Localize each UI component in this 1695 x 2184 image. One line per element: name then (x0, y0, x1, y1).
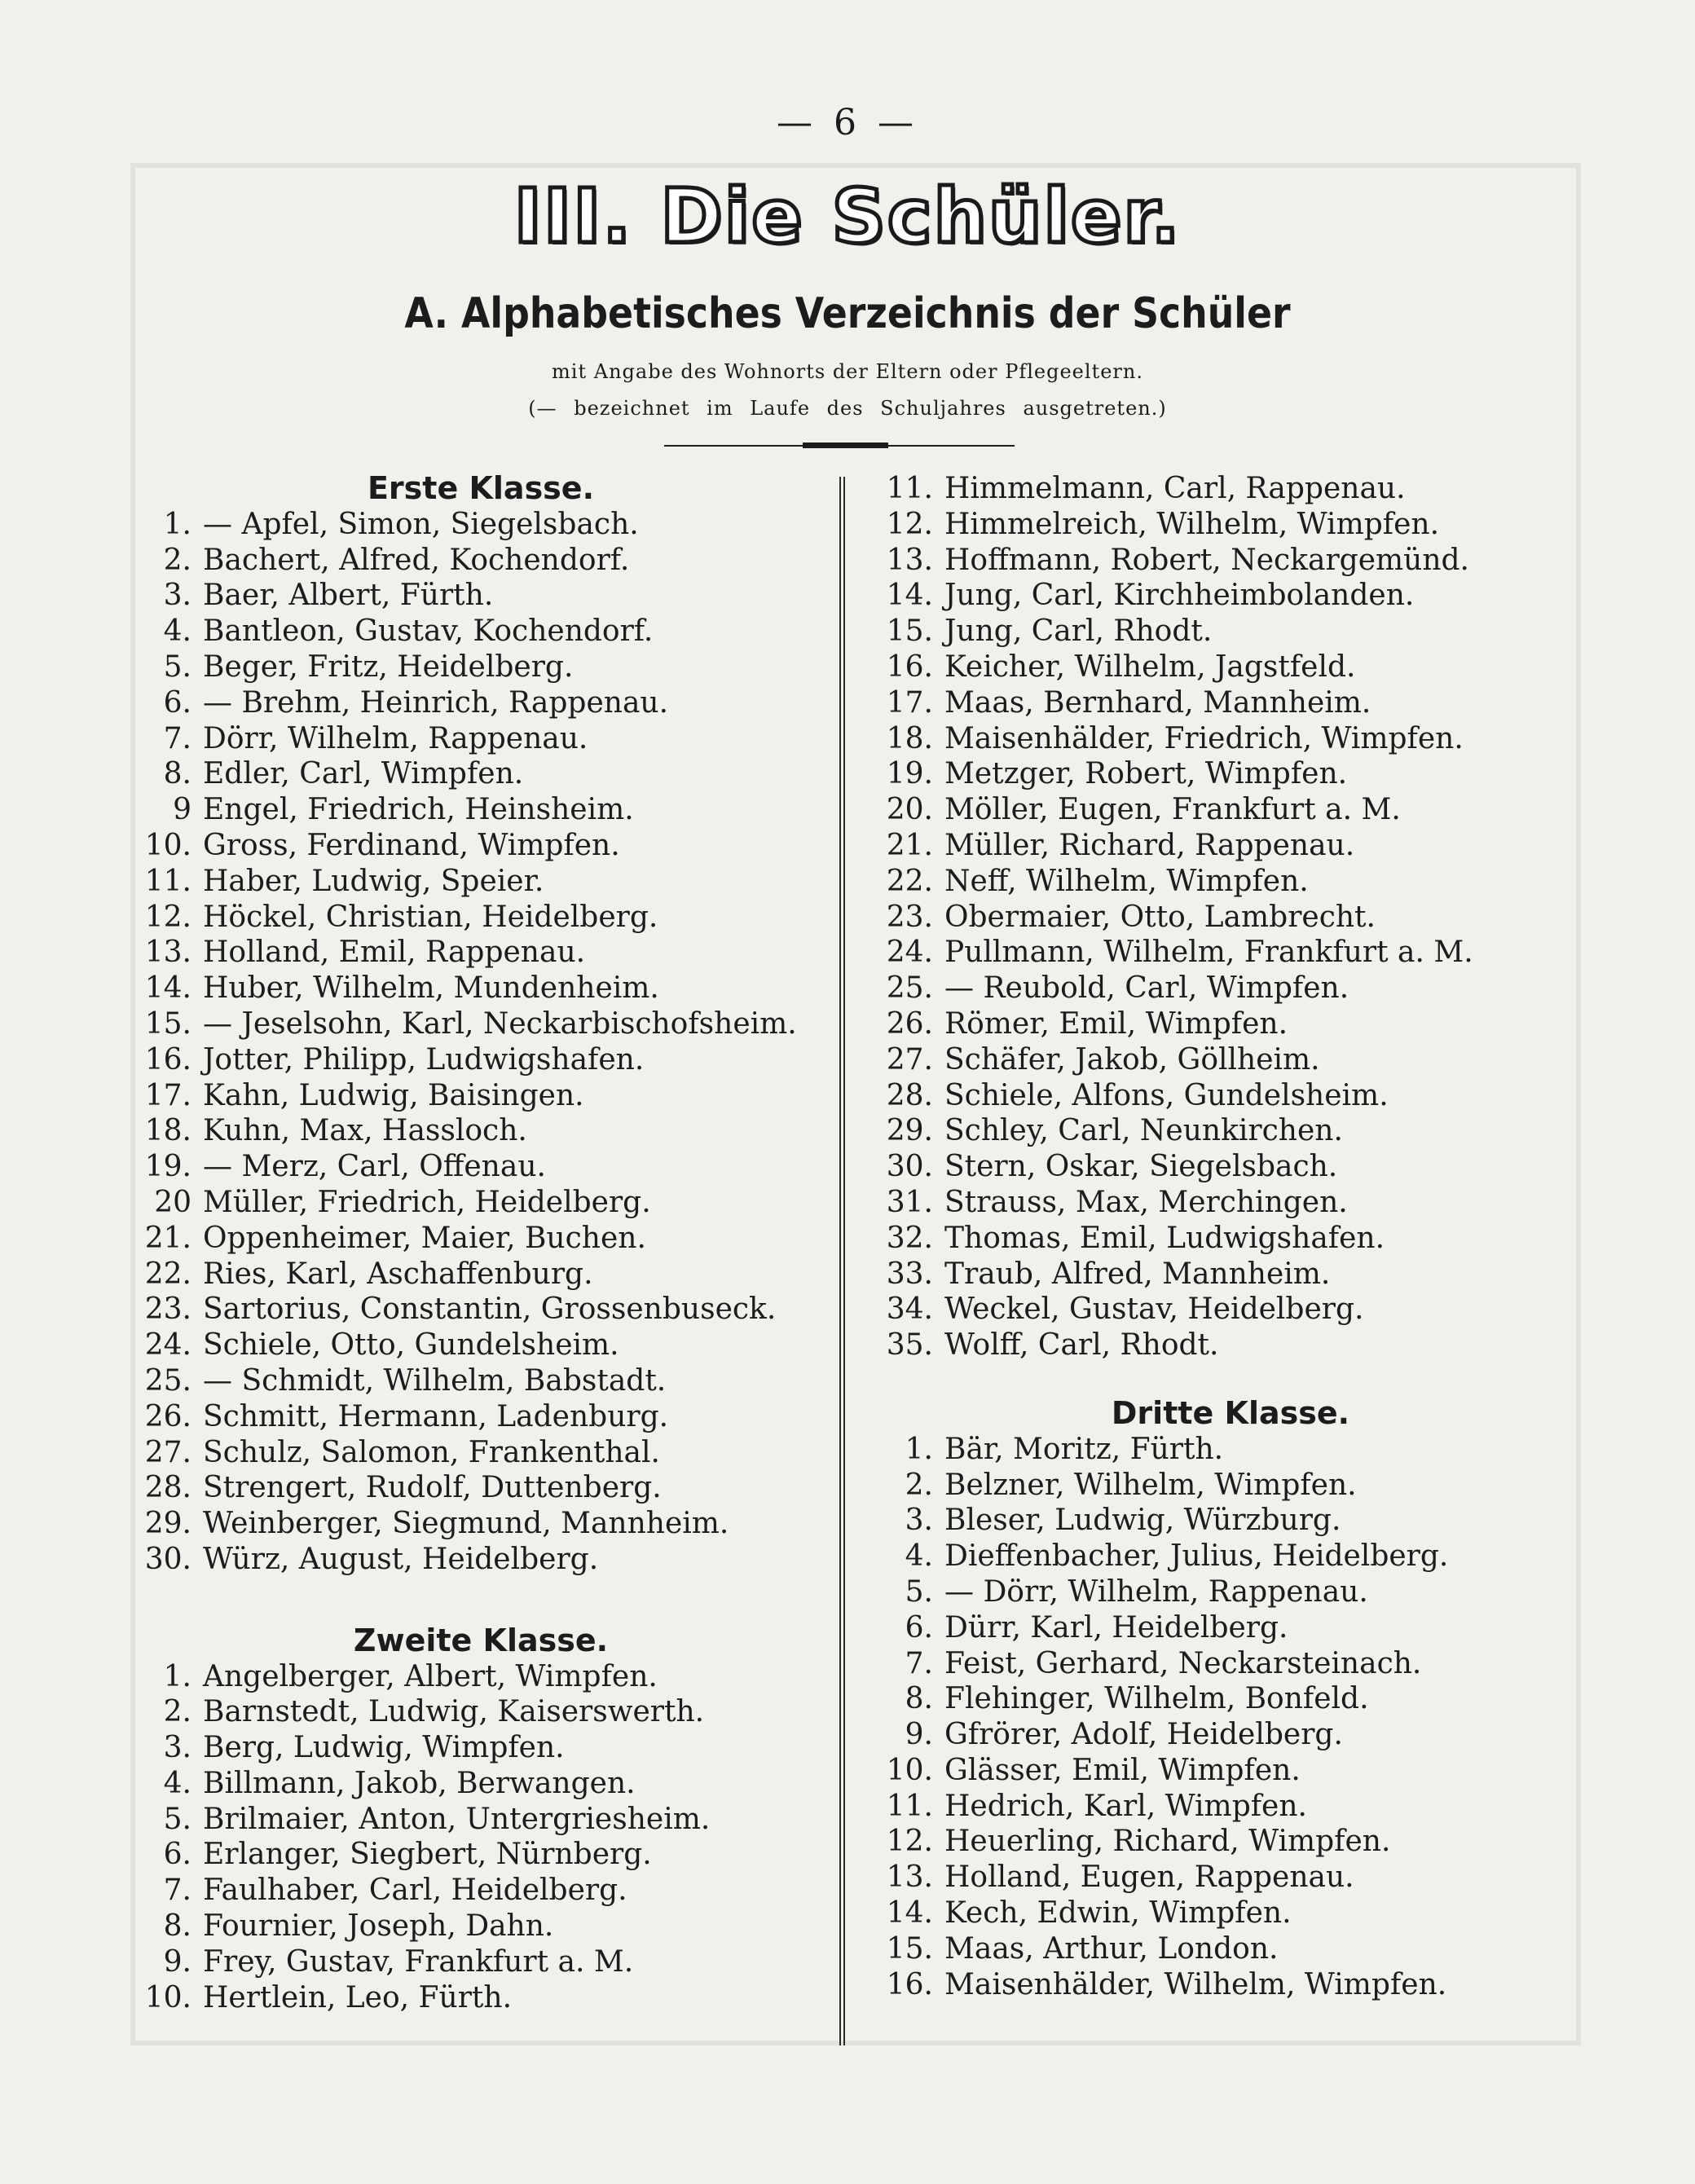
student-row (884, 543, 1577, 579)
student-row (143, 792, 819, 828)
student-number: 17. (886, 685, 933, 720)
student-row (143, 1694, 819, 1730)
student-number: 13. (144, 936, 192, 970)
student-entry: Schley, Carl, Neunkirchen. (944, 1114, 1343, 1148)
student-number: 10. (886, 1753, 933, 1787)
student-number: 21. (144, 1221, 192, 1255)
student-row (884, 1432, 1577, 1468)
student-entry: Maisenhälder, Friedrich, Wimpfen. (944, 721, 1464, 755)
student-row (884, 1931, 1577, 1967)
left-column (143, 471, 819, 2015)
student-number: 1. (905, 1432, 933, 1466)
column-divider (839, 477, 845, 2045)
zweite-klasse-list-part2 (884, 471, 1577, 1363)
student-row (884, 1824, 1577, 1860)
student-row (884, 1860, 1577, 1896)
student-number: 19. (144, 1150, 192, 1184)
student-entry: Bachert, Alfred, Kochendorf. (203, 543, 630, 577)
student-number: 9. (905, 1718, 933, 1752)
student-row (884, 1967, 1577, 2003)
student-number: 27. (886, 1042, 933, 1077)
student-number: 1. (163, 1659, 192, 1693)
student-number: 35. (886, 1328, 933, 1363)
right-column (884, 471, 1577, 2002)
student-number: 20 (154, 1185, 192, 1219)
student-row (143, 1363, 819, 1399)
student-number: 2. (905, 1468, 933, 1502)
student-row (143, 1221, 819, 1257)
student-row (143, 1542, 819, 1578)
student-number: 3. (163, 1731, 192, 1765)
student-entry: Keicher, Wilhelm, Jagstfeld. (944, 649, 1356, 684)
student-entry: Haber, Ludwig, Speier. (203, 864, 544, 898)
student-row (143, 1506, 819, 1542)
student-number: 14. (144, 971, 192, 1006)
student-row (884, 471, 1577, 507)
student-entry: Jotter, Philipp, Ludwigshafen. (203, 1042, 645, 1077)
student-entry: Metzger, Robert, Wimpfen. (944, 757, 1348, 791)
student-number: 32. (886, 1221, 933, 1255)
student-entry: Gross, Ferdinand, Wimpfen. (203, 828, 620, 862)
student-number: 22. (886, 864, 933, 898)
student-row (884, 1717, 1577, 1753)
note-line-2: (— bezeichnet im Laufe des Schuljahres ausgetreten.) (528, 397, 1167, 420)
student-number: 2. (163, 1695, 192, 1729)
student-row (143, 507, 819, 543)
student-row (143, 649, 819, 685)
student-entry: Stern, Oskar, Siegelsbach. (944, 1150, 1338, 1184)
student-entry: Bantleon, Gustav, Kochendorf. (203, 614, 654, 649)
student-entry: Jung, Carl, Rhodt. (944, 614, 1213, 649)
student-number: 24. (886, 936, 933, 970)
student-row (884, 1753, 1577, 1789)
student-entry: Weinberger, Siegmund, Mannheim. (203, 1507, 729, 1541)
student-entry: Dürr, Karl, Heidelberg. (944, 1610, 1288, 1645)
erste-klasse-heading: Erste Klasse. (367, 470, 595, 506)
student-entry: — Reubold, Carl, Wimpfen. (944, 971, 1349, 1006)
student-row (884, 685, 1577, 721)
student-number: 15. (886, 1931, 933, 1966)
student-entry: Fournier, Joseph, Dahn. (203, 1909, 554, 1944)
dritte-klasse-list (884, 1432, 1577, 2003)
student-entry: Frey, Gustav, Frankfurt a. M. (203, 1944, 634, 1979)
student-entry: Flehinger, Wilhelm, Bonfeld. (944, 1682, 1369, 1716)
student-entry: Schäfer, Jakob, Göllheim. (944, 1042, 1320, 1077)
student-entry: Bär, Moritz, Fürth. (944, 1432, 1224, 1466)
student-number: 12. (144, 900, 192, 934)
student-number: 1. (163, 507, 192, 541)
student-entry: Würz, August, Heidelberg. (203, 1542, 599, 1576)
student-entry: Feist, Gerhard, Neckarsteinach. (944, 1646, 1422, 1680)
student-number: 33. (886, 1257, 933, 1291)
student-number: 12. (886, 1825, 933, 1859)
title-rule-ornament (803, 443, 888, 448)
student-number: 24. (144, 1328, 192, 1363)
student-number: 27. (144, 1435, 192, 1469)
student-row (884, 1789, 1577, 1825)
student-entry: Brilmaier, Anton, Untergriesheim. (203, 1802, 711, 1836)
student-row (143, 1006, 819, 1042)
student-entry: Schulz, Salomon, Frankenthal. (203, 1435, 660, 1469)
student-number: 15. (144, 1006, 192, 1041)
student-number: 6. (163, 685, 192, 720)
student-number: 30. (886, 1150, 933, 1184)
student-number: 29. (144, 1507, 192, 1541)
dritte-klasse-heading: Dritte Klasse. (1111, 1394, 1350, 1431)
student-entry: Bleser, Ludwig, Würzburg. (944, 1504, 1341, 1538)
student-number: 15. (886, 614, 933, 649)
student-number: 8. (163, 757, 192, 791)
student-row (143, 1944, 819, 1980)
student-entry: Belzner, Wilhelm, Wimpfen. (944, 1468, 1357, 1502)
student-entry: Traub, Alfred, Mannheim. (944, 1257, 1331, 1291)
student-row (143, 1802, 819, 1838)
student-row (884, 1681, 1577, 1717)
student-row (884, 792, 1577, 828)
student-entry: Strauss, Max, Merchingen. (944, 1185, 1348, 1219)
student-entry: Faulhaber, Carl, Heidelberg. (203, 1874, 627, 1908)
student-row (143, 1470, 819, 1506)
student-number: 11. (886, 1789, 933, 1823)
student-entry: Obermaier, Otto, Lambrecht. (944, 900, 1376, 934)
student-number: 23. (144, 1292, 192, 1327)
student-row (884, 935, 1577, 971)
student-entry: Kahn, Ludwig, Baisingen. (203, 1078, 584, 1112)
student-row (884, 1113, 1577, 1149)
student-number: 18. (886, 721, 933, 755)
student-entry: Schiele, Alfons, Gundelsheim. (944, 1078, 1389, 1112)
student-entry: Ries, Karl, Aschaffenburg. (203, 1257, 593, 1291)
student-row (884, 721, 1577, 757)
student-row (884, 1610, 1577, 1646)
student-entry: Jung, Carl, Kirchheimbolanden. (944, 579, 1415, 613)
student-entry: Heuerling, Richard, Wimpfen. (944, 1825, 1391, 1859)
erste-klasse-list (143, 507, 819, 1578)
student-entry: Sartorius, Constantin, Grossenbuseck. (203, 1292, 777, 1327)
student-number: 4. (163, 614, 192, 649)
student-entry: Maisenhälder, Wilhelm, Wimpfen. (944, 1967, 1447, 2001)
student-row (884, 1078, 1577, 1114)
student-row (884, 756, 1577, 792)
student-number: 10. (144, 828, 192, 862)
student-number: 23. (886, 900, 933, 934)
student-entry: — Brehm, Heinrich, Rappenau. (203, 685, 669, 720)
student-entry: Glässer, Emil, Wimpfen. (944, 1753, 1301, 1787)
student-entry: Engel, Friedrich, Heinsheim. (203, 793, 634, 827)
student-row (884, 614, 1577, 649)
student-row (884, 1539, 1577, 1574)
student-number: 13. (886, 1860, 933, 1895)
student-row (884, 1468, 1577, 1504)
student-number: 5. (905, 1574, 933, 1609)
student-number: 13. (886, 543, 933, 577)
student-row (884, 1257, 1577, 1292)
student-row (143, 1980, 819, 2016)
student-row (143, 935, 819, 971)
student-number: 30. (144, 1542, 192, 1576)
student-number: 2. (163, 543, 192, 577)
student-entry: Maas, Bernhard, Mannheim. (944, 685, 1371, 720)
student-row (884, 1185, 1577, 1221)
student-entry: Schmitt, Hermann, Ladenburg. (203, 1399, 669, 1433)
spacer (143, 1578, 819, 1623)
student-entry: Neff, Wilhelm, Wimpfen. (944, 864, 1309, 898)
student-entry: Dörr, Wilhelm, Rappenau. (203, 721, 588, 755)
student-entry: Kuhn, Max, Hassloch. (203, 1114, 527, 1148)
student-row (143, 1328, 819, 1363)
student-entry: Möller, Eugen, Frankfurt a. M. (944, 793, 1401, 827)
student-entry: Maas, Arthur, London. (944, 1931, 1279, 1966)
student-number: 16. (144, 1042, 192, 1077)
student-entry: Müller, Richard, Rappenau. (944, 828, 1355, 862)
student-entry: Dieffenbacher, Julius, Heidelberg. (944, 1539, 1449, 1574)
student-row (884, 649, 1577, 685)
student-row (143, 543, 819, 579)
student-number: 11. (886, 472, 933, 505)
student-entry: Strengert, Rudolf, Duttenberg. (203, 1471, 662, 1505)
student-entry: — Schmidt, Wilhelm, Babstadt. (203, 1363, 667, 1398)
student-row (143, 721, 819, 757)
student-row (143, 1399, 819, 1435)
student-number: 14. (886, 1896, 933, 1931)
student-entry: Angelberger, Albert, Wimpfen. (203, 1659, 658, 1693)
student-entry: Kech, Edwin, Wimpfen. (944, 1896, 1292, 1931)
student-row (884, 971, 1577, 1006)
student-number: 5. (163, 1802, 192, 1836)
student-number: 17. (144, 1078, 192, 1112)
student-number: 7. (163, 721, 192, 755)
zweite-klasse-list-part1 (143, 1659, 819, 2016)
student-number: 16. (886, 649, 933, 684)
student-row (884, 1221, 1577, 1257)
student-entry: Huber, Wilhelm, Mundenheim. (203, 971, 659, 1006)
student-entry: Erlanger, Siegbert, Nürnberg. (203, 1838, 652, 1872)
student-number: 28. (886, 1078, 933, 1112)
student-entry: Himmelreich, Wilhelm, Wimpfen. (944, 507, 1440, 541)
student-row (884, 1042, 1577, 1078)
page-number: — 6 — (777, 102, 918, 143)
student-row (884, 1896, 1577, 1931)
zweite-klasse-heading: Zweite Klasse. (353, 1622, 609, 1658)
student-row (884, 1646, 1577, 1682)
student-entry: — Apfel, Simon, Siegelsbach. (203, 507, 639, 541)
student-row (143, 864, 819, 900)
student-entry: Römer, Emil, Wimpfen. (944, 1006, 1288, 1041)
student-entry: — Dörr, Wilhelm, Rappenau. (944, 1574, 1368, 1609)
student-entry: — Jeselsohn, Karl, Neckarbischofsheim. (203, 1006, 797, 1041)
student-entry: Holland, Emil, Rappenau. (203, 936, 586, 970)
student-number: 34. (886, 1292, 933, 1327)
student-row (143, 756, 819, 792)
student-entry: Müller, Friedrich, Heidelberg. (203, 1185, 651, 1219)
student-entry: Schiele, Otto, Gundelsheim. (203, 1328, 619, 1363)
student-number: 20. (886, 793, 933, 827)
page-title: III. Die Schüler. (513, 173, 1182, 260)
student-number: 26. (886, 1006, 933, 1041)
student-row (143, 1766, 819, 1802)
student-entry: Thomas, Emil, Ludwigshafen. (944, 1221, 1385, 1255)
student-row (143, 685, 819, 721)
student-number: 8. (905, 1682, 933, 1716)
student-row (884, 1149, 1577, 1185)
student-number: 25. (144, 1363, 192, 1398)
student-row (143, 1078, 819, 1114)
student-number: 14. (886, 579, 933, 613)
student-entry: Himmelmann, Carl, Rappenau. (944, 472, 1406, 505)
note-line-1: mit Angabe des Wohnorts der Eltern oder Pflegeeltern. (552, 360, 1143, 383)
student-row (884, 1503, 1577, 1539)
student-number: 29. (886, 1114, 933, 1148)
student-row (143, 578, 819, 614)
student-row (143, 971, 819, 1006)
student-entry: Hoffmann, Robert, Neckargemünd. (944, 543, 1469, 577)
student-row (143, 1149, 819, 1185)
student-row (143, 1292, 819, 1328)
student-entry: Hertlein, Leo, Fürth. (203, 1980, 513, 2014)
student-number: 10. (144, 1980, 192, 2014)
student-entry: Oppenheimer, Maier, Buchen. (203, 1221, 646, 1255)
student-row (143, 1909, 819, 1944)
student-number: 4. (905, 1539, 933, 1574)
student-entry: Höckel, Christian, Heidelberg. (203, 900, 658, 934)
student-entry: Pullmann, Wilhelm, Frankfurt a. M. (944, 936, 1473, 970)
student-row (143, 1113, 819, 1149)
student-entry: Edler, Carl, Wimpfen. (203, 757, 524, 791)
student-row (884, 507, 1577, 543)
student-entry: Weckel, Gustav, Heidelberg. (944, 1292, 1364, 1327)
student-entry: Wolff, Carl, Rhodt. (944, 1328, 1219, 1363)
student-number: 7. (163, 1874, 192, 1908)
student-number: 31. (886, 1185, 933, 1219)
student-number: 19. (886, 757, 933, 791)
student-row (143, 1042, 819, 1078)
student-number: 6. (163, 1838, 192, 1872)
student-number: 9. (163, 1944, 192, 1979)
student-number: 8. (163, 1909, 192, 1944)
student-row (143, 1873, 819, 1909)
student-row (143, 1185, 819, 1221)
student-number: 7. (905, 1646, 933, 1680)
spacer (884, 1363, 1577, 1396)
student-number: 4. (163, 1766, 192, 1800)
student-entry: Barnstedt, Ludwig, Kaiserswerth. (203, 1695, 705, 1729)
student-row (884, 1292, 1577, 1328)
student-number: 22. (144, 1257, 192, 1291)
student-row (884, 864, 1577, 900)
student-row (884, 1328, 1577, 1363)
student-row (884, 828, 1577, 864)
student-entry: Baer, Albert, Fürth. (203, 579, 494, 613)
student-number: 3. (905, 1504, 933, 1538)
student-number: 11. (144, 864, 192, 898)
student-row (143, 1435, 819, 1471)
student-entry: Berg, Ludwig, Wimpfen. (203, 1731, 565, 1765)
student-number: 5. (163, 649, 192, 684)
student-entry: Gfrörer, Adolf, Heidelberg. (944, 1718, 1343, 1752)
student-entry: — Merz, Carl, Offenau. (203, 1150, 546, 1184)
student-row (143, 614, 819, 649)
student-entry: Billmann, Jakob, Berwangen. (203, 1766, 636, 1800)
student-number: 3. (163, 579, 192, 613)
student-number: 25. (886, 971, 933, 1006)
student-row (884, 1006, 1577, 1042)
student-row (143, 828, 819, 864)
student-row (143, 1659, 819, 1695)
student-number: 12. (886, 507, 933, 541)
student-row (884, 1574, 1577, 1610)
student-number: 21. (886, 828, 933, 862)
student-row (143, 1257, 819, 1292)
student-entry: Hedrich, Karl, Wimpfen. (944, 1789, 1307, 1823)
student-row (143, 1730, 819, 1766)
student-entry: Beger, Fritz, Heidelberg. (203, 649, 574, 684)
student-number: 28. (144, 1471, 192, 1505)
student-row (143, 900, 819, 936)
student-entry: Holland, Eugen, Rappenau. (944, 1860, 1354, 1895)
student-number: 18. (144, 1114, 192, 1148)
student-row (884, 900, 1577, 936)
student-row (143, 1837, 819, 1873)
student-number: 6. (905, 1610, 933, 1645)
student-number: 26. (144, 1399, 192, 1433)
student-row (884, 578, 1577, 614)
section-subtitle: A. Alphabetisches Verzeichnis der Schüler (404, 289, 1291, 338)
student-number: 16. (886, 1967, 933, 2001)
student-number: 9 (173, 793, 192, 827)
